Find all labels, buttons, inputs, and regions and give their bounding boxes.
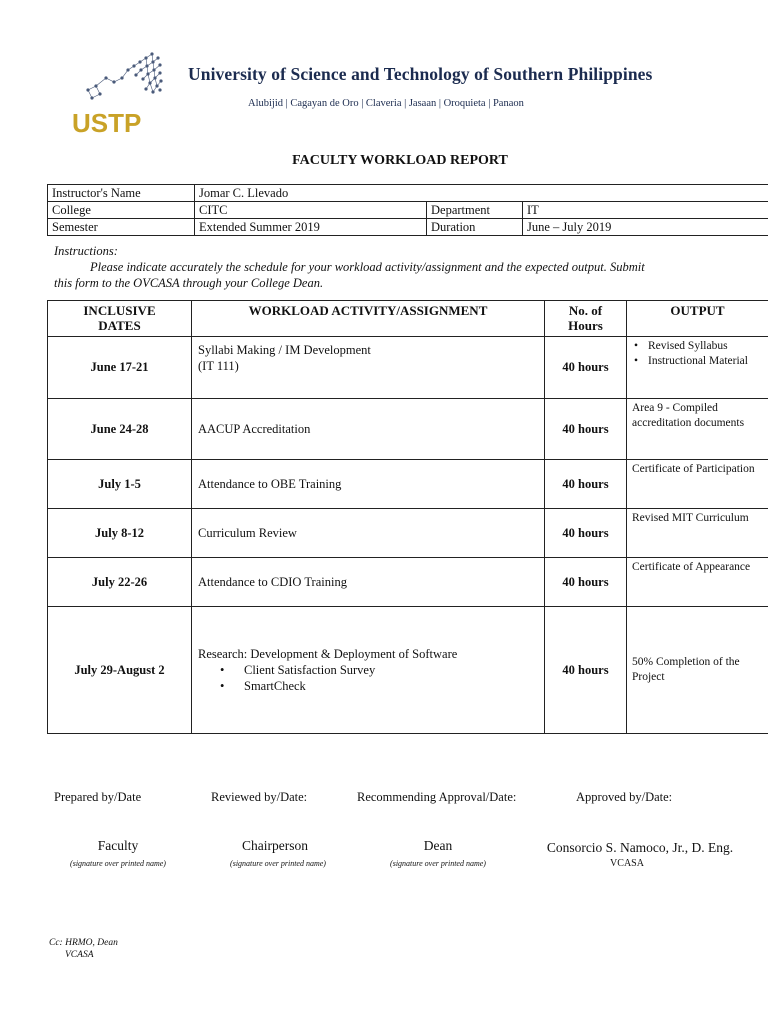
duration-value: June – July 2019 (523, 219, 768, 236)
col-header-activity: WORKLOAD ACTIVITY/ASSIGNMENT (192, 301, 545, 337)
ustp-logo (70, 50, 170, 142)
carbon-copy (49, 937, 118, 961)
row-hours: 40 hours (545, 509, 627, 558)
department-value: IT (523, 202, 768, 219)
cc-line-2: VCASA (65, 950, 94, 960)
row-hours: 40 hours (545, 337, 627, 399)
table-row (48, 607, 768, 734)
signature-note: (signature over printed name) (70, 859, 166, 868)
university-name: University of Science and Technology of Southern Philippines (188, 64, 653, 84)
row-activity: AACUP Accreditation (192, 399, 545, 460)
semester-value: Extended Summer 2019 (195, 219, 427, 236)
row-output: Certificate of Appearance (627, 558, 768, 607)
department-label: Department (427, 202, 523, 219)
row-date: June 17-21 (48, 337, 192, 399)
table-row (48, 558, 768, 607)
col-header-output: OUTPUT (627, 301, 768, 337)
row-date: July 29-August 2 (48, 607, 192, 734)
row-output (627, 337, 768, 399)
row-date: June 24-28 (48, 399, 192, 460)
row-activity: Syllabi Making / IM Development (IT 111) (192, 337, 545, 399)
row-date: July 22-26 (48, 558, 192, 607)
row-output: Area 9 - Compiled accreditation documents (627, 399, 768, 460)
row-hours: 40 hours (545, 558, 627, 607)
signature-note: (signature over printed name) (390, 859, 486, 868)
report-title: FACULTY WORKLOAD REPORT (292, 153, 508, 168)
workload-table (47, 300, 768, 734)
prepared-by-label: Prepared by/Date (54, 790, 142, 804)
signature-note: (signature over printed name) (230, 859, 326, 868)
info-table (47, 184, 768, 236)
info-row-college (48, 202, 768, 219)
output-item: • Revised Syllabus (632, 339, 765, 354)
college-label: College (48, 202, 195, 219)
info-row-semester (48, 219, 768, 236)
row-output: Revised MIT Curriculum (627, 509, 768, 558)
instructor-value: Jomar C. Llevado (195, 185, 768, 202)
info-row-instructor (48, 185, 768, 202)
semester-label: Semester (48, 219, 195, 236)
duration-label: Duration (427, 219, 523, 236)
activity-bullet: • Client Satisfaction Survey (198, 662, 543, 678)
output-item: • Instructional Material (632, 354, 765, 369)
row-activity: Research: Development & Deployment of Software • Client Satisfaction Survey • SmartCheck (192, 607, 545, 734)
col-header-dates: INCLUSIVE DATES (48, 301, 192, 337)
table-row (48, 337, 768, 399)
row-activity: Attendance to OBE Training (192, 460, 545, 509)
instructions (54, 243, 734, 291)
table-header-row (48, 301, 768, 337)
row-hours: 40 hours (545, 607, 627, 734)
row-output: Certificate of Participation (627, 460, 768, 509)
reviewed-name: Chairperson (242, 838, 308, 853)
row-output: 50% Completion of the Project (627, 607, 768, 734)
row-hours: 40 hours (545, 399, 627, 460)
table-row (48, 399, 768, 460)
instructions-line-2: this form to the OVCASA through your College Dean. (54, 276, 324, 290)
activity-bullet: • SmartCheck (198, 678, 543, 694)
row-hours: 40 hours (545, 460, 627, 509)
cc-line-1: Cc: HRMO, Dean (49, 938, 118, 948)
row-date: July 1-5 (48, 460, 192, 509)
approved-by-label: Approved by/Date: (576, 790, 673, 804)
campus-list: Alubijid | Cagayan de Oro | Claveria | Jasaan | Oroquieta | Panaon (248, 98, 524, 109)
row-date: July 8-12 (48, 509, 192, 558)
college-value: CITC (195, 202, 427, 219)
approved-title: VCASA (610, 858, 644, 869)
instructions-heading: Instructions: (54, 244, 118, 258)
recommending-approval-label: Recommending Approval/Date: (357, 790, 517, 804)
reviewed-by-label: Reviewed by/Date: (211, 790, 308, 804)
logo-wordmark: USTP (72, 108, 142, 138)
row-activity: Attendance to CDIO Training (192, 558, 545, 607)
prepared-name: Faculty (97, 838, 139, 853)
instructor-label: Instructor's Name (48, 185, 195, 202)
table-row (48, 509, 768, 558)
col-header-hours: No. of Hours (545, 301, 627, 337)
instructions-line-1: Please indicate accurately the schedule for your workload activity/assignment and the expected output. Submit (90, 260, 645, 274)
approved-name: Consorcio S. Namoco, Jr., D. Eng. (546, 840, 734, 855)
recommending-name: Dean (423, 838, 453, 853)
table-row (48, 460, 768, 509)
row-activity: Curriculum Review (192, 509, 545, 558)
